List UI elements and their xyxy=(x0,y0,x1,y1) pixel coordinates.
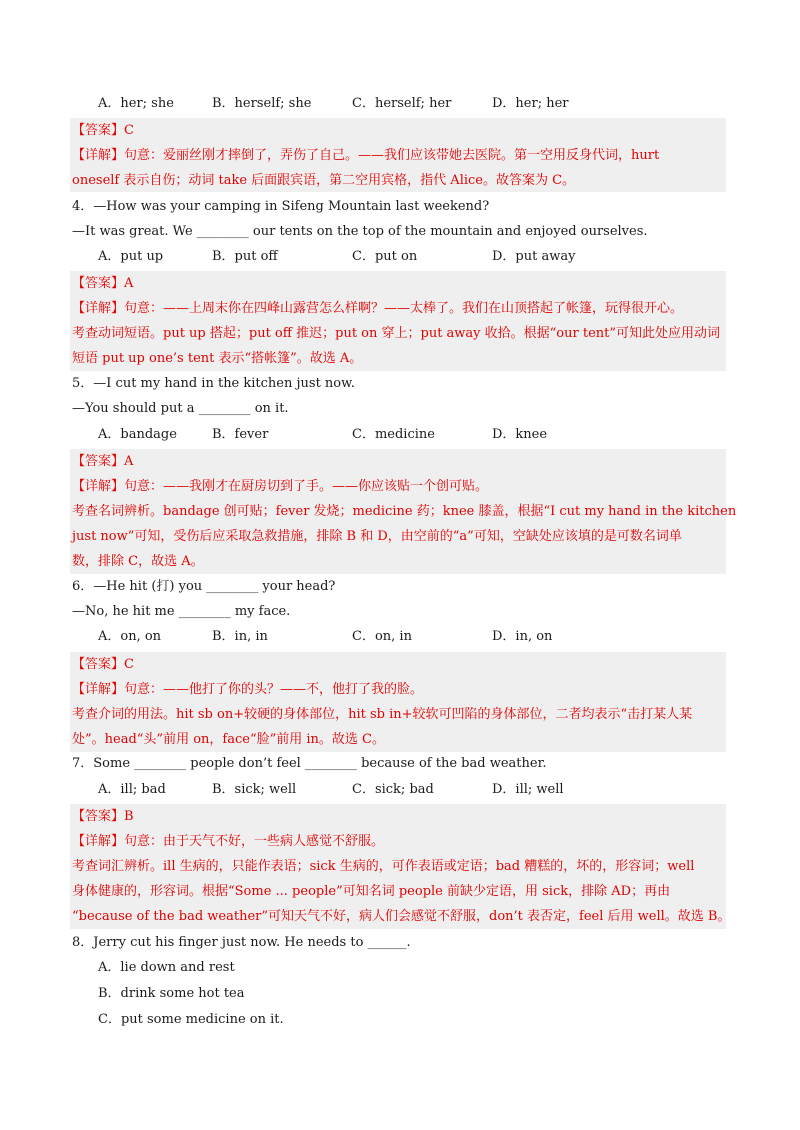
q4-stem-line-1: 4．—How was your camping in Sifeng Mountain last weekend? xyxy=(72,199,490,214)
q8-option-b: B．drink some hot tea xyxy=(98,986,245,1001)
q7-answer: 【答案】B xyxy=(72,809,134,824)
q5-answer: 【答案】A xyxy=(72,454,134,469)
q4-answer-box xyxy=(70,271,726,371)
q4-detail-line-1: 【详解】句意：——上周末你在四峰山露营怎么样啊？——太棒了。我们在山顶搭起了帐篷，玩得很开心。 xyxy=(72,301,684,316)
q5-stem-line-1: 5．—I cut my hand in the kitchen just now. xyxy=(72,376,355,391)
q5-detail-line-3: just now”可知，受伤后应采取急救措施，排除 B 和 D，由空前的“a”可知，空缺处应该填的是可数名词单 xyxy=(72,529,682,544)
q5-option-c: C．medicine xyxy=(352,427,435,442)
q3-option-a: A．her; she xyxy=(98,96,174,111)
q8-option-a: A．lie down and rest xyxy=(98,960,235,975)
q6-answer-box xyxy=(70,652,726,752)
q8-option-c: C．put some medicine on it. xyxy=(98,1012,284,1027)
q3-option-d: D．her; her xyxy=(492,96,569,111)
q5-option-d: D．knee xyxy=(492,427,548,442)
q6-option-a: A．on, on xyxy=(98,629,162,644)
q4-answer: 【答案】A xyxy=(72,276,134,291)
q3-detail-line-2: oneself 表示自伤；动词 take 后面跟宾语，第二空用宾格，指代 Alice。故答案为 C。 xyxy=(72,173,576,188)
q7-detail-line-4: “because of the bad weather”可知天气不好，病人们会感觉不舒服，don’t 表否定，feel 后用 well。故选 B。 xyxy=(72,909,731,924)
q6-option-c: C．on, in xyxy=(352,629,412,644)
q6-option-d: D．in, on xyxy=(492,629,553,644)
q4-detail-line-3: 短语 put up one’s tent 表示“搭帐篷”。故选 A。 xyxy=(72,351,363,366)
q4-option-c: C．put on xyxy=(352,249,418,264)
q5-detail-line-4: 数，排除 C，故选 A。 xyxy=(72,554,204,569)
q6-option-b: B．in, in xyxy=(212,629,268,644)
q7-option-a: A．ill; bad xyxy=(98,782,166,797)
q5-option-b: B．fever xyxy=(212,427,269,442)
q4-stem-line-2: —It was great. We ________ our tents on the top of the mountain and enjoyed ourselves. xyxy=(72,224,648,239)
q7-option-b: B．sick; well xyxy=(212,782,297,797)
q7-detail-line-2: 考查词汇辨析。ill 生病的，只能作表语；sick 生病的，可作表语或定语；bad 糟糕的，坏的，形容词；well xyxy=(72,859,695,874)
q4-detail-line-2: 考查动词短语。put up 搭起；put off 推迟；put on 穿上；put away 收拾。根据“our tent”可知此处应用动词 xyxy=(72,326,721,341)
q8-stem-line-1: 8．Jerry cut his finger just now. He needs to ______. xyxy=(72,935,411,950)
q3-option-b: B．herself; she xyxy=(212,96,312,111)
q7-detail-line-1: 【详解】句意：由于天气不好，一些病人感觉不舒服。 xyxy=(72,834,385,849)
q7-stem-line-1: 7．Some ________ people don’t feel ________ because of the bad weather. xyxy=(72,756,547,771)
q5-detail-line-2: 考查名词辨析。bandage 创可贴；fever 发烧；medicine 药；knee 膝盖，根据“I cut my hand in the kitchen xyxy=(72,504,737,519)
q7-option-d: D．ill; well xyxy=(492,782,564,797)
q6-stem-line-1: 6．—He hit (打) you ________ your head? xyxy=(72,579,336,594)
q7-option-c: C．sick; bad xyxy=(352,782,434,797)
q3-detail-line-1: 【详解】句意：爱丽丝刚才摔倒了，弄伤了自己。——我们应该带她去医院。第一空用反身代词，hurt xyxy=(72,148,660,163)
q7-answer-box xyxy=(70,804,731,929)
q5-answer-box xyxy=(70,449,737,574)
q3-answer-box xyxy=(70,118,726,192)
q5-option-a: A．bandage xyxy=(98,427,177,442)
q5-stem-line-2: —You should put a ________ on it. xyxy=(72,401,289,416)
q6-detail-line-1: 【详解】句意：——他打了你的头？——不，他打了我的脸。 xyxy=(72,682,424,697)
q7-detail-line-3: 身体健康的，形容词。根据“Some ... people”可知名词 people 前缺少定语，用 sick，排除 AD；再由 xyxy=(72,884,671,899)
q6-stem-line-2: —No, he hit me ________ my face. xyxy=(72,604,291,619)
q6-answer: 【答案】C xyxy=(72,657,134,672)
q3-answer: 【答案】C xyxy=(72,123,134,138)
q4-option-b: B．put off xyxy=(212,249,278,264)
q5-detail-line-1: 【详解】句意：——我刚才在厨房切到了手。——你应该贴一个创可贴。 xyxy=(72,479,489,494)
q4-option-d: D．put away xyxy=(492,249,576,264)
q6-detail-line-2: 考查介词的用法。hit sb on+较硬的身体部位，hit sb in+较软可凹陷的身体部位，二者均表示“击打某人某 xyxy=(72,707,693,722)
q3-option-c: C．herself; her xyxy=(352,96,452,111)
q4-option-a: A．put up xyxy=(98,249,164,264)
q6-detail-line-3: 处”。head“头”前用 on，face“脸”前用 in。故选 C。 xyxy=(72,732,385,747)
